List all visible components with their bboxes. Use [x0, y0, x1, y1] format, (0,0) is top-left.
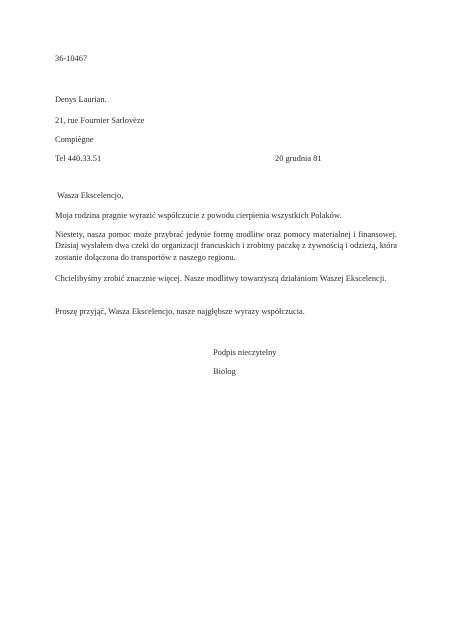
document-reference: 36-10467 — [55, 54, 88, 63]
signature-note: Podpis nieczytelny — [213, 348, 277, 357]
letter-date: 20 grudnia 81 — [275, 154, 322, 163]
letter-paragraph: Proszę przyjąć, Wasza Ekscelencjo, nasze najgłębsze wyrazy współczucia. — [55, 307, 305, 316]
letter-paragraph: Moja rodzina pragnie wyrazić współczucie z powodu cierpienia wszystkich Polaków. — [55, 211, 342, 220]
salutation: Wasza Ekscelencjo, — [57, 191, 124, 200]
sender-city: Compiègne — [55, 135, 94, 144]
sender-phone: Tel 440.33.51 — [55, 154, 102, 163]
letter-paragraph: Chcielibyśmy zrobić znacznie więcej. Nasze modlitwy towarzyszą działaniom Waszej Ekscelencji. — [55, 274, 387, 283]
signature-title: Biolog — [213, 367, 236, 376]
sender-street: 21, rue Fournier Sarlovèze — [55, 116, 145, 125]
letter-paragraph: Niestety, nasza pomoc może przybrać jedynie formę modlitw oraz pomocy materialnej i finansowej. Dzisiaj wysłałem dwa czeki do organizacji francuskich i zrobimy paczkę z żywnością i odzieżą, która zostanie dołączona do transportów z naszego regionu. — [55, 230, 397, 262]
sender-name: Denys Laurian. — [55, 95, 107, 104]
